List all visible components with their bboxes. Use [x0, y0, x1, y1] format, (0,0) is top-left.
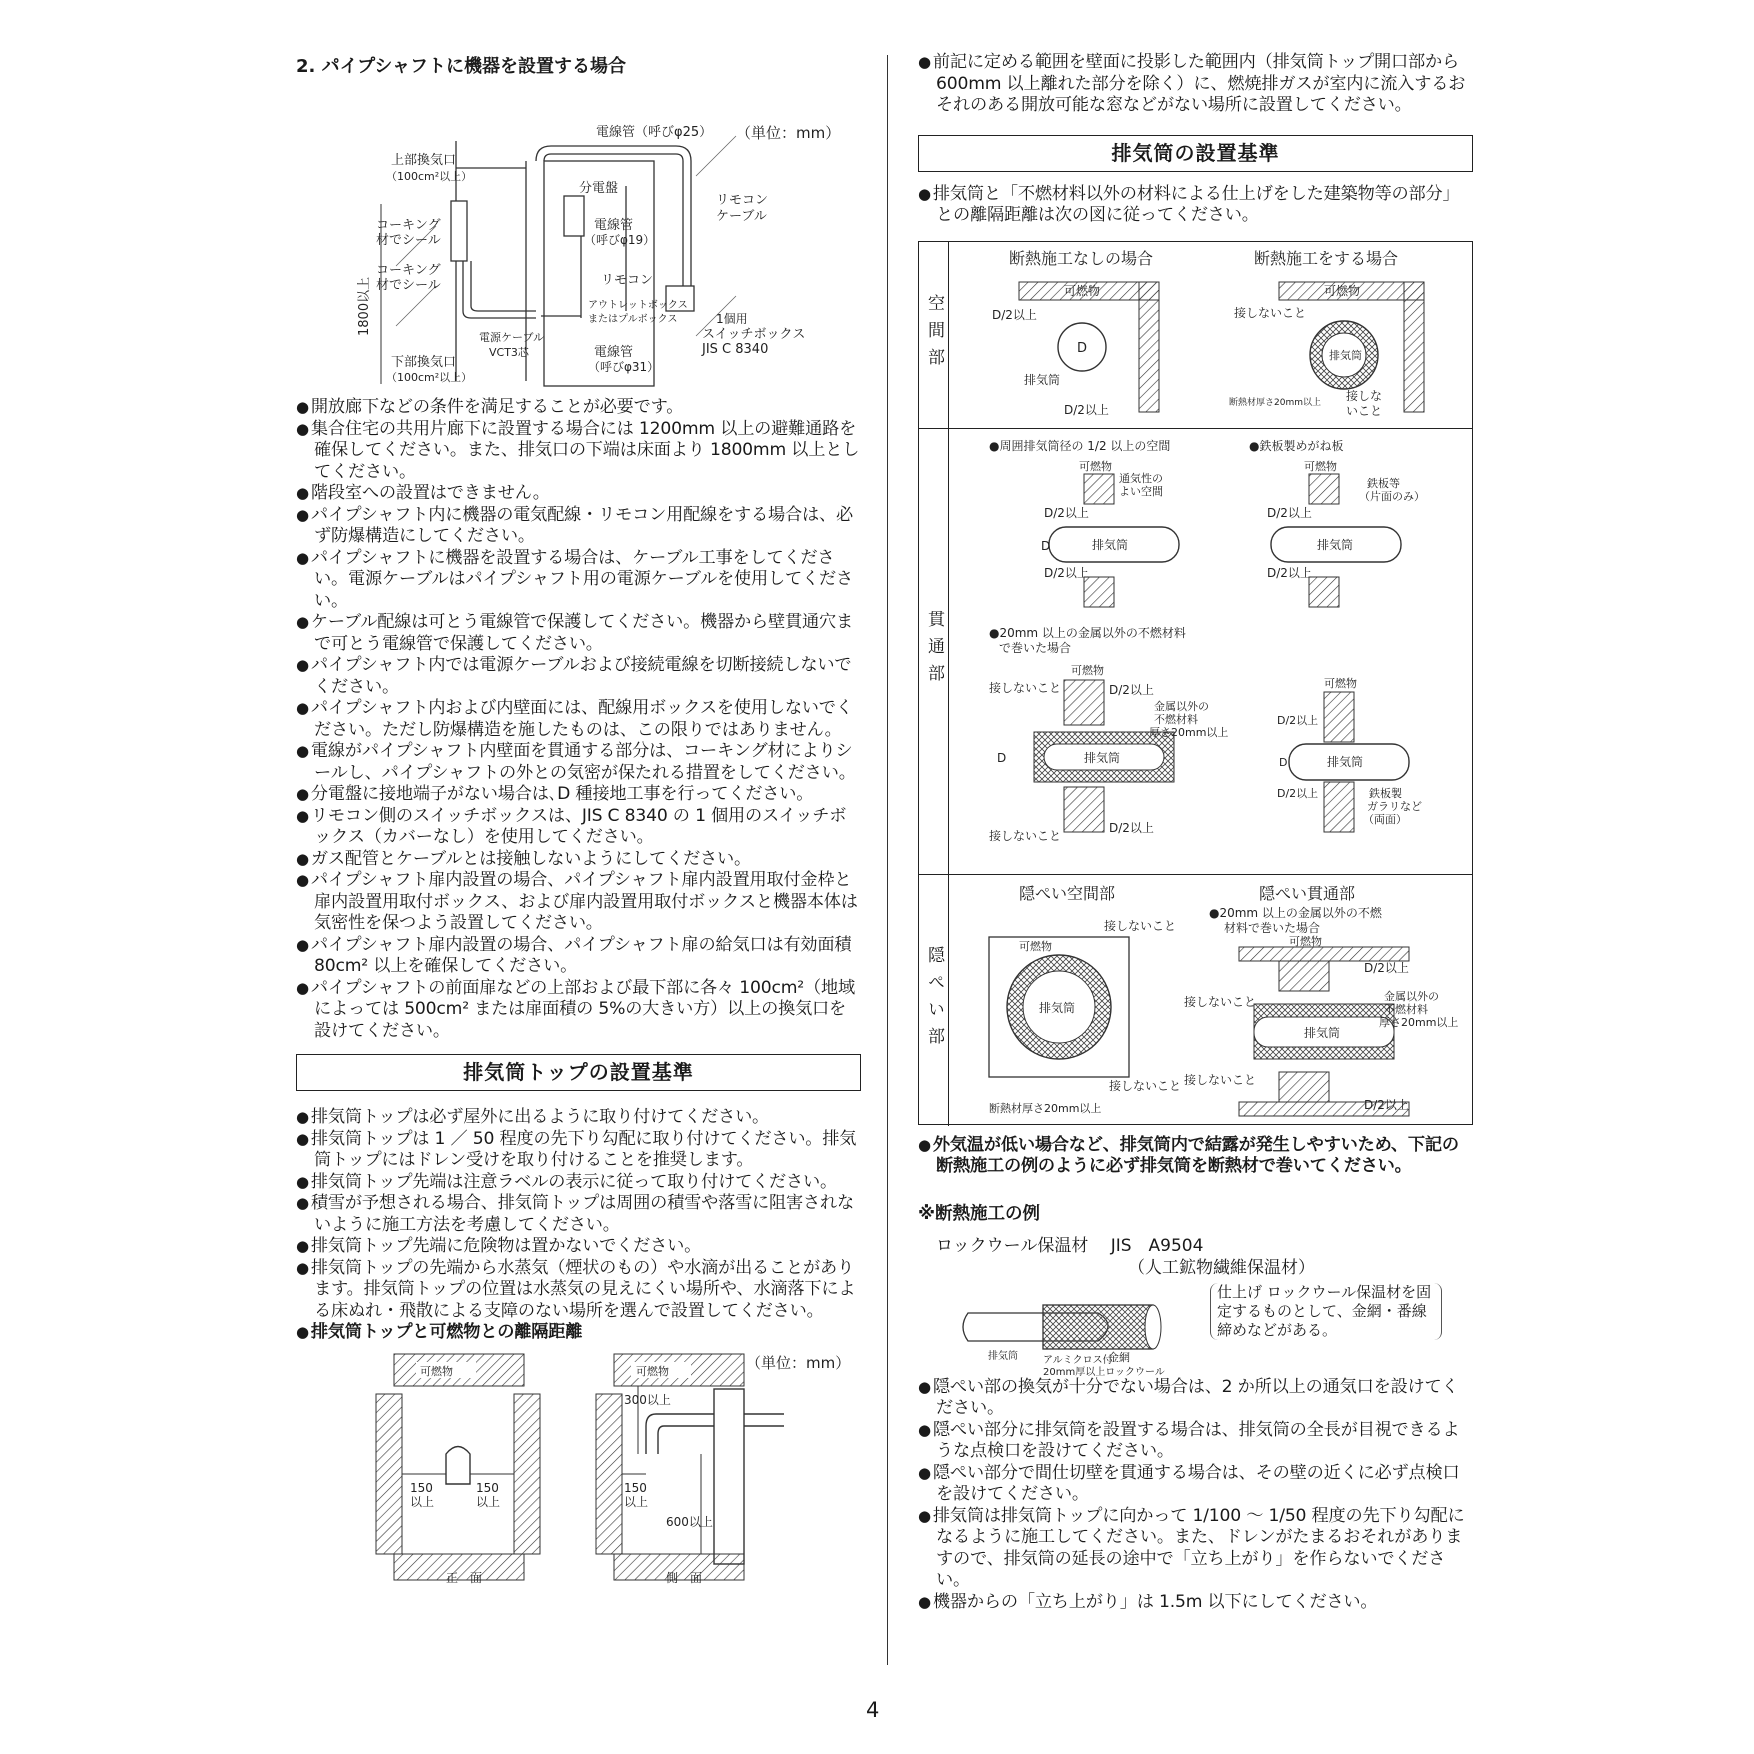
combust-label: 可燃物 [1019, 939, 1052, 953]
no-touch-label-a: 接しな [1346, 388, 1383, 403]
note-item: ● ケーブル配線は可とう電線管で保護してください。機器から壁貫通穴まで可とう電線管で保護してください。 [296, 612, 861, 655]
pipe-shaft-notes [296, 397, 861, 1042]
note-item: ● 分電盤に接地端子がない場合は､D 種接地工事を行ってください。 [296, 784, 861, 806]
exhaust-top-section-title: 排気筒トップの設置基準 [296, 1054, 861, 1091]
rockwool-line-1: ロックウール保温材 JIS A9504 [936, 1235, 1204, 1256]
outlet-box-label: アウトレットボックス [588, 300, 688, 311]
no-touch-label-b: いこと [1346, 403, 1383, 418]
note-item: ● 排気筒は排気筒トップに向かって 1/100 ～ 1/50 程度の先下り勾配になるように施工してください。また、ドレンがたまるおそれがありますので、排気筒の延長の途中で「立ち上がり」を作らないでください。 [918, 1506, 1473, 1592]
pipe-shaft-diagram [296, 86, 861, 391]
condensation-warning: ● 外気温が低い場合など、排気筒内で結露が発生しやすいため、下記の断熱施工の例のように必ず排気筒を断熱材で巻いてください。 [918, 1135, 1473, 1178]
no-touch-label: 接しないこと [1109, 1078, 1182, 1093]
note-item: ● パイプシャフト扉内設置の場合、パイプシャフト扉内設置用取付金枠と扉内設置用取付ボックス、および扉内設置用取付ボックスと機器本体は気密性を保つよう設置してください。 [296, 870, 861, 935]
pipe-label: 排気筒 [1304, 1025, 1341, 1040]
d2-label: D/2以上 [992, 307, 1037, 322]
row-label-space: 空間部 [919, 242, 949, 428]
distribution-board-label: 分電盤 [579, 181, 619, 196]
d2-label: D/2以上 [1267, 565, 1312, 580]
note-item: ● 排気筒トップの先端から水蒸気（煙状のもの）や水滴が出ることがあります。排気筒トップの位置は水蒸気の見えにくい場所や、水滴落下による床ぬれ・飛散による支障のない場所を選んで設置してください。 [296, 1258, 861, 1323]
switch-box-label-2: スイッチボックス [702, 327, 806, 342]
note-item: ● 隠ぺい部分に排気筒を設置する場合は、排気筒の全長が目視できるような点検口を設けてください。 [918, 1420, 1473, 1463]
note-item: ● 集合住宅の共用片廊下に設置する場合には 1200mm 以上の避難通路を確保してください。また、排気口の下端は床面より 1800mm 以上としてください。 [296, 419, 861, 484]
row-label-concealed: 隠ぺい部 [919, 874, 949, 1126]
finishing-note: 仕上げ ロックウール保温材を固定するものとして、金網・番線締めなどがある。 [1210, 1283, 1442, 1340]
note-item: ● パイプシャフトの前面扉などの上部および最下部に各々 100cm²（地域によっては 500cm² または扉面積の 5%の大きい方）以上の換気口を設けてください。 [296, 978, 861, 1043]
no-insulation-header: 断熱施工なしの場合 [1009, 248, 1154, 268]
upper-vent-size: （100cm²以上） [386, 170, 473, 183]
combust-label: 可燃物 [1289, 934, 1322, 948]
unit-label: （単位：mm） [736, 124, 841, 142]
d2-label: D/2以上 [1109, 682, 1154, 697]
remote-label: リモコン [601, 273, 654, 288]
switch-box-label-1: 1個用 [716, 312, 748, 326]
nonmetal-label-a: 金属以外の [1384, 989, 1439, 1003]
diameter-label: D [1041, 538, 1051, 553]
remote-cable-label-1: リモコン [716, 193, 769, 208]
steel2-label-c: （両面） [1363, 812, 1407, 826]
conduit-31-label: 電線管 [594, 345, 634, 360]
note-item: ● パイプシャフト扉内設置の場合、パイプシャフト扉の給気口は有効面積 80cm² 以上を確保してください。 [296, 935, 861, 978]
note-item: ● パイプシャフト内では電源ケーブルおよび接続電線を切断接続しないでください。 [296, 655, 861, 698]
wire-net-label: 金網 [1108, 1350, 1130, 1364]
aluminum-cloth-label: アルミクロス付 [1043, 1354, 1113, 1366]
clearance-subtitle: ● 排気筒トップと可燃物との離隔距離 [296, 1322, 861, 1344]
d150-left: 150 [410, 1480, 433, 1495]
diameter-label: D [1279, 755, 1288, 769]
d2-label: D/2以上 [1364, 1097, 1409, 1112]
note-item: ● 機器からの「立ち上がり」は 1.5m 以下にしてください。 [918, 1592, 1473, 1614]
exhaust-top-notes [296, 1107, 861, 1344]
concealed-notes [918, 1377, 1473, 1614]
pipe-label: 排気筒 [1329, 348, 1362, 362]
note-item: ● 排気筒トップ先端に危険物は置かないでください。 [296, 1236, 861, 1258]
lower-vent-size: （100cm²以上） [386, 371, 473, 384]
d2-label: D/2以上 [1364, 960, 1409, 975]
note-item: ● 電線がパイプシャフト内壁面を貫通する部分は、コーキング材によりシールし、パイプシャフトの外との気密が保たれる措置をしてください。 [296, 741, 861, 784]
column-divider [887, 55, 888, 1665]
section-title: 2. パイプシャフトに機器を設置する場合 [296, 56, 627, 77]
no-touch-label: 接しないこと [989, 828, 1062, 843]
right-column [918, 52, 1473, 1613]
no-touch-label: 接しないこと [1184, 994, 1257, 1009]
diameter-label: D [997, 750, 1007, 765]
note-item: ● 排気筒トップは 1 ／ 50 程度の先下り勾配に取り付けてください。排気筒トップにはドレン受けを取り付けることを推奨します。 [296, 1129, 861, 1172]
insulation-20mm-label: 断熱材厚さ20mm以上 [1229, 397, 1321, 408]
space-header: ●周囲排気筒径の 1/2 以上の空間 [989, 438, 1171, 453]
steel2-label-b: ガラリなど [1367, 799, 1422, 813]
concealed-through-header: 隠ぺい貫通部 [1259, 883, 1356, 903]
conduit-31-size: （呼びφ31） [588, 360, 660, 374]
note-item: ● パイプシャフト内および内壁面には、配線用ボックスを使用しないでください。ただし防爆構造を施したものは、この限りではありません。 [296, 698, 861, 741]
no-touch-label: 接しないこと [1184, 1072, 1257, 1087]
clearance-diagram [296, 1344, 861, 1584]
exhaust-pipe-section-title: 排気筒の設置基準 [918, 135, 1473, 172]
note-item: ● リモコン側のスイッチボックスは、JIS C 8340 の 1 個用のスイッチボックス（カバーなし）を使用してください。 [296, 806, 861, 849]
d150-side-unit: 以上 [624, 1494, 649, 1509]
side-view-label: 側 面 [666, 1570, 703, 1584]
pipe-label: 排気筒 [1092, 537, 1129, 552]
separation-figures [949, 242, 1472, 1126]
d2-label: D/2以上 [1277, 786, 1319, 800]
separation-table [918, 241, 1473, 1125]
upper-vent-label: 上部換気口 [391, 153, 457, 168]
conduit-19-label: 電線管 [594, 218, 634, 233]
combust-label-side: 可燃物 [636, 1364, 669, 1378]
d150-right-unit: 以上 [476, 1494, 501, 1509]
note-item: ● パイプシャフト内に機器の電気配線・リモコン用配線をする場合は、必ず防爆構造にしてください。 [296, 505, 861, 548]
pipe-label: 排気筒 [1084, 750, 1121, 765]
nonmetal-label-a: 金属以外の [1154, 699, 1209, 713]
caulk-label-2a: コーキング [376, 263, 441, 278]
insulation-20mm-label: 断熱材厚さ20mm以上 [989, 1101, 1102, 1115]
diameter-label: D [1077, 340, 1088, 356]
d2-label: D/2以上 [1044, 505, 1089, 520]
d600-label: 600以上 [666, 1514, 713, 1529]
combust-label: 可燃物 [1324, 676, 1357, 690]
row-label-through: 貫通部 [919, 428, 949, 874]
steel-label-b: （片面のみ） [1359, 489, 1425, 503]
note-item: ● 開放廊下などの条件を満足することが必要です。 [296, 397, 861, 419]
note-item: ● 排気筒トップ先端は注意ラベルの表示に従って取り付けてください。 [296, 1172, 861, 1194]
left-column [296, 52, 861, 1588]
steel-plate-header: ●鉄板製めがね板 [1249, 438, 1344, 453]
concealed-nonmetal-b: 材料で巻いた場合 [1224, 920, 1321, 935]
pipe-label: 排気筒 [1317, 537, 1354, 552]
caulk-label-2b: 材でシール [376, 278, 441, 293]
insulation-example [918, 1279, 1473, 1377]
caulk-label-1a: コーキング [376, 218, 441, 233]
d150-right: 150 [476, 1480, 499, 1495]
d300-label: 300以上 [624, 1392, 671, 1407]
lower-vent-label: 下部換気口 [391, 355, 457, 370]
vct-label: VCT3芯 [489, 346, 529, 359]
jis-label: JIS C 8340 [702, 342, 769, 357]
pull-box-label: またはプルボックス [588, 314, 678, 325]
concealed-nonmetal-a: ●20mm 以上の金属以外の不燃 [1209, 905, 1382, 920]
note-item: ● ガス配管とケーブルとは接触しないようにしてください。 [296, 849, 861, 871]
nonmetal-header-a: ●20mm 以上の金属以外の不燃材料 [989, 625, 1186, 640]
nonmetal-label-b: 不燃材料 [1154, 712, 1198, 726]
d2-label: D/2以上 [1044, 565, 1089, 580]
combust-label: 可燃物 [420, 1364, 453, 1378]
power-cable-label: 電源ケーブル [479, 331, 545, 344]
height-1800-label: 1800以上 [357, 276, 372, 336]
remote-cable-label-2: ケーブル [716, 209, 767, 224]
pipe-label: 排気筒 [1327, 754, 1364, 769]
no-touch-label: 接しないこと [1104, 918, 1177, 933]
d2-label: D/2以上 [1064, 402, 1109, 417]
combust-label: 可燃物 [1079, 459, 1112, 473]
combust-label: 可燃物 [1071, 663, 1104, 677]
combust-label: 可燃物 [1304, 459, 1337, 473]
nonmetal-label-b: 不燃材料 [1384, 1002, 1428, 1016]
pipe-label: 排気筒 [1039, 1000, 1076, 1015]
note-item: ● 積雪が予想される場合、排気筒トップは周囲の積雪や落雪に阻害されないように施工方法を考慮してください。 [296, 1193, 861, 1236]
d2-label: D/2以上 [1109, 820, 1154, 835]
steel-label-a: 鉄板等 [1367, 476, 1400, 490]
rockwool-line-2: （人工鉱物繊維保温材） [1128, 1257, 1315, 1278]
nonmetal-header-b: で巻いた場合 [999, 640, 1072, 655]
d2-label: D/2以上 [1267, 505, 1312, 520]
pipe-label: 排気筒 [1024, 372, 1061, 387]
unit-label-2: （単位：mm） [746, 1353, 851, 1372]
nonmetal-label-c: 厚さ20mm以上 [1149, 725, 1229, 739]
concealed-space-header: 隠ぺい空間部 [1019, 883, 1116, 903]
d150-left-unit: 以上 [410, 1494, 435, 1509]
insulation-example-title: ※断熱施工の例 [918, 1203, 1041, 1224]
note-item: ● パイプシャフトに機器を設置する場合は、ケーブル工事をしてください。電源ケーブルはパイプシャフト用の電源ケーブルを使用してください。 [296, 548, 861, 613]
note-item: ● 隠ぺい部分で間仕切壁を貫通する場合は、その壁の近くに必ず点検口を設けてください。 [918, 1463, 1473, 1506]
no-touch-label: 接しないこと [989, 680, 1062, 695]
vent-label-b: よい空間 [1119, 484, 1163, 498]
steel2-label-a: 鉄板製 [1369, 786, 1402, 800]
front-view-label: 正 面 [446, 1570, 483, 1584]
combust-label: 可燃物 [1064, 283, 1101, 298]
pipe-label: 排気筒 [988, 1350, 1018, 1362]
nonmetal-label-c: 厚さ20mm以上 [1379, 1015, 1459, 1029]
rockwool-thickness-label: 20mm厚以上ロックウール [1043, 1366, 1165, 1377]
no-touch-label: 接しないこと [1234, 305, 1307, 320]
note-item: ● 階段室への設置はできません。 [296, 483, 861, 505]
window-note: ● 前記に定める範囲を壁面に投影した範囲内（排気筒トップ開口部から 600mm 以上離れた部分を除く）に、燃焼排ガスが室内に流入するおそれのある開放可能な窓などがない場所に設置してください。 [918, 52, 1473, 117]
insulation-header: 断熱施工をする場合 [1254, 248, 1399, 268]
separation-intro: ● 排気筒と「不燃材料以外の材料による仕上げをした建築物等の部分」との離隔距離は次の図に従ってください。 [918, 184, 1473, 227]
insulated-pipe-illustration [948, 1285, 1218, 1377]
page-number: 4 [866, 1698, 880, 1722]
conduit-25-label: 電線管（呼びφ25） [596, 125, 713, 140]
combust-label: 可燃物 [1324, 283, 1361, 298]
note-item: ● 隠ぺい部の換気が十分でない場合は、2 か所以上の通気口を設けてください。 [918, 1377, 1473, 1420]
vent-label-a: 通気性の [1119, 471, 1163, 485]
d150-side: 150 [624, 1480, 647, 1495]
d2-label: D/2以上 [1277, 713, 1319, 727]
note-item: ● 排気筒トップは必ず屋外に出るように取り付けてください。 [296, 1107, 861, 1129]
caulk-label-1b: 材でシール [376, 233, 441, 248]
conduit-19-size: （呼びφ19） [584, 233, 656, 247]
